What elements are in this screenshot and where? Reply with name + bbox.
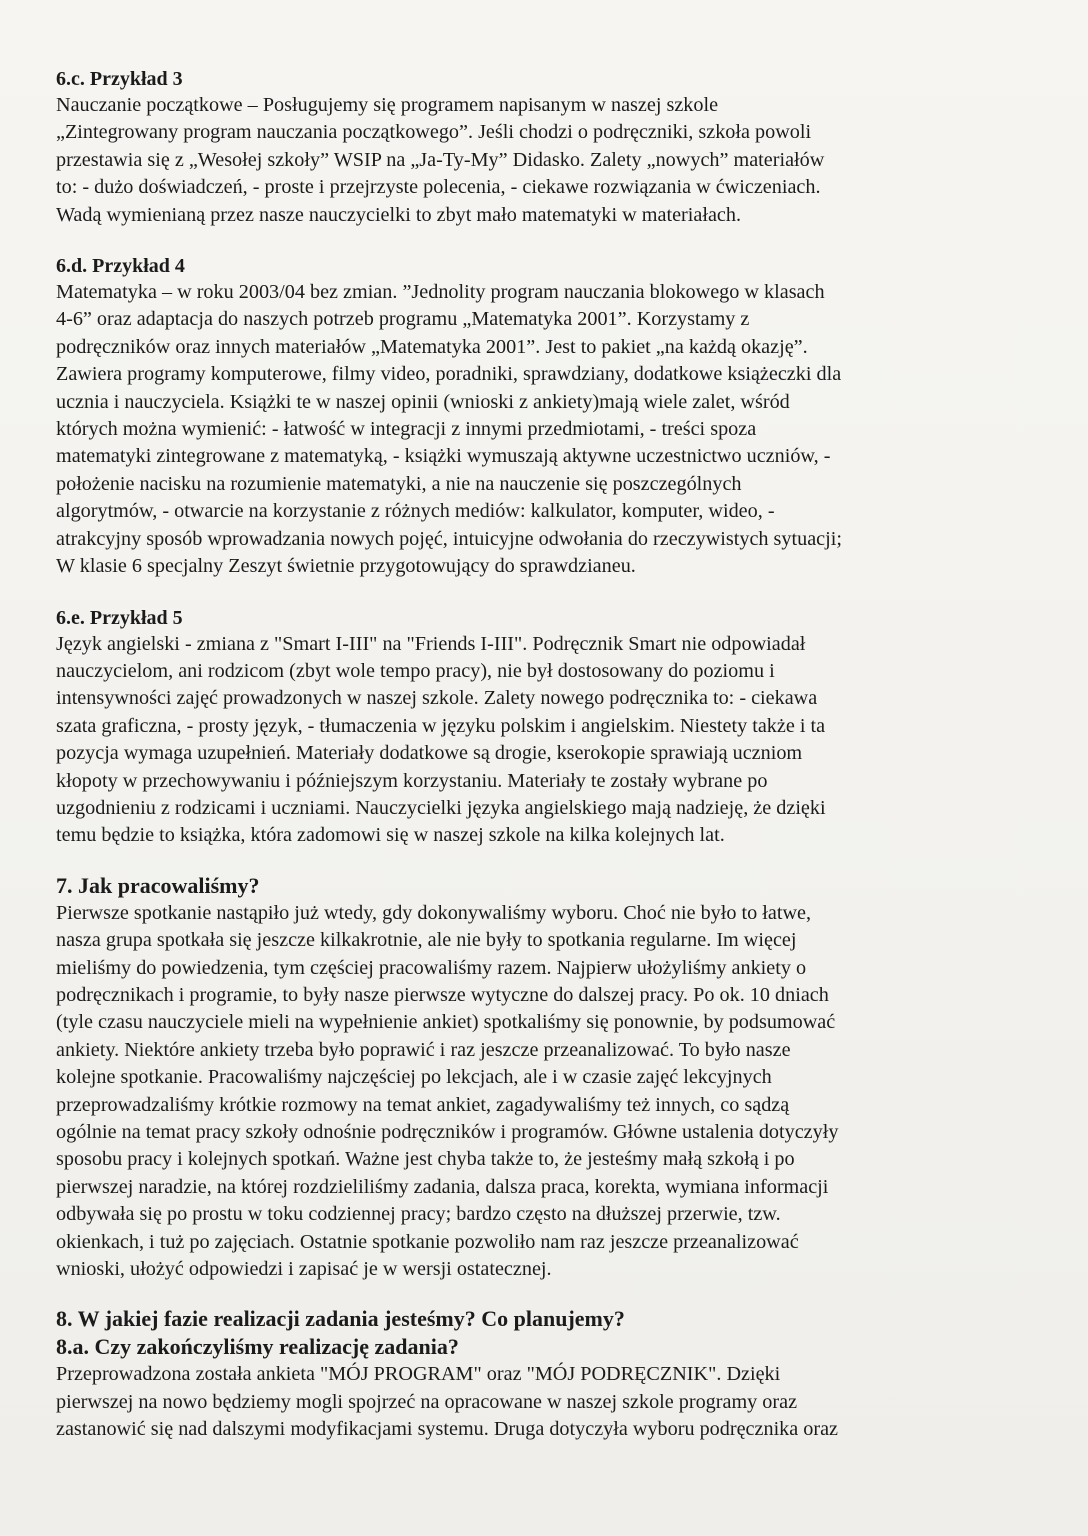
section-8 [56,1305,998,1443]
text-line: pierwszej na nowo będziemy mogli spojrzeć na opracowane w naszej szkole programy oraz [56,1390,798,1413]
text-line: których można wymienić: - łatwość w integracji z innymi przedmiotami, - treści spoza [56,418,757,441]
section-body [56,1361,998,1443]
text-line: położenie nacisku na rozumienie matematyki, a nie na nauczenie się poszczególnych [56,472,742,495]
text-line: przeprowadzaliśmy krótkie rozmowy na temat ankiet, zagadywaliśmy też innych, co sądzą [56,1093,790,1116]
text-line: podręcznikach i programie, to były nasze pierwsze wytyczne do dalszej pracy. Po ok. 10 dniach [56,983,829,1006]
text-line: nasza grupa spotkała się jeszcze kilkakrotnie, ale nie były to spotkania regularne. Im więcej [56,929,797,952]
text-line: kolejne spotkanie. Pracowaliśmy najczęściej po lekcjach, ale i w czasie zajęć lekcyjnych [56,1066,772,1089]
text-line: przestawia się z „Wesołej szkoły” WSIP na „Ja-Ty-My” Didasko. Zalety „nowych” materiałów [56,148,825,171]
text-line: Przeprowadzona została ankieta "MÓJ PROGRAM" oraz "MÓJ PODRĘCZNIK". Dzięki [56,1363,781,1386]
text-line: to: - dużo doświadczeń, - proste i przejrzyste polecenia, - ciekawe rozwiązania w ćwiczeniach. [56,176,821,199]
text-line: uzgodnieniu z rodzicami i uczniami. Nauczycielki języka angielskiego mają nadzieję, że dzięki [56,796,826,819]
text-line: W klasie 6 specjalny Zeszyt świetnie przygotowujący do sprawdzianeu. [56,555,636,578]
text-line: Matematyka – w roku 2003/04 bez zmian. ”Jednolity program nauczania blokowego w klasach [56,281,825,304]
text-line: Zawiera programy komputerowe, filmy video, poradniki, sprawdziany, dodatkowe książeczki dla [56,363,842,386]
text-line: algorytmów, - otwarcie na korzystanie z różnych mediów: kalkulator, komputer, wideo, - [56,500,775,523]
text-line: Wadą wymienianą przez nasze nauczycielki to zbyt mało matematyki w materiałach. [56,203,742,226]
text-line: temu będzie to książka, która zadomowi się w naszej szkole na kilka kolejnych lat. [56,824,725,847]
section-body [56,900,998,1284]
text-line: szata graficzna, - prosty język, - tłumaczenia w języku polskim i angielskim. Niestety także i ta [56,714,826,737]
text-line: zastanowić się nad dalszymi modyfikacjami systemu. Druga dotyczyła wyboru podręcznika oraz [56,1418,839,1441]
section-body [56,92,998,229]
section-6c [56,66,998,229]
section-heading: 8. W jakiej fazie realizacji zadania jesteśmy? Co planujemy? [56,1306,625,1332]
text-line: kłopoty w przechowywaniu i późniejszym korzystaniu. Materiały te zostały wybrane po [56,769,768,792]
text-line: sposobu pracy i kolejnych spotkań. Ważne jest chyba także to, że jesteśmy małą szkołą i po [56,1148,795,1171]
text-line: intensywności zajęć prowadzonych w naszej szkole. Zalety nowego podręcznika to: - ciekawa [56,687,818,710]
text-line: ankiety. Niektóre ankiety trzeba było poprawić i raz jeszcze przeanalizować. To było nasze [56,1038,791,1061]
text-line: „Zintegrowany program nauczania początkowego”. Jeśli chodzi o podręczniki, szkoła powoli [56,121,812,144]
text-line: ogólnie na temat pracy szkoły odnośnie podręczników i programów. Główne ustalenia dotyczyły [56,1121,839,1143]
text-line: matematyki zintegrowane z matematyką, - książki wymuszają aktywne uczestnictwo uczniów, - [56,445,831,468]
section-heading: 7. Jak pracowaliśmy? [56,872,260,898]
text-line: wnioski, ułożyć odpowiedzi i zapisać je w wersji ostatecznej. [56,1258,552,1281]
section-heading: 6.c. Przykład 3 [56,68,183,90]
section-6d [56,253,998,580]
text-line: pozycja wymaga uzupełnień. Materiały dodatkowe są drogie, kserokopie sprawiają uczniom [56,742,803,765]
section-body [56,631,998,850]
text-line: Nauczanie początkowe – Posługujemy się programem napisanym w naszej szkole [56,94,719,116]
section-heading: 6.d. Przykład 4 [56,255,185,278]
text-line: okienkach, i tuż po zajęciach. Ostatnie spotkanie pozwoliło nam raz jeszcze przeanalizować [56,1230,799,1253]
section-subheading: 8.a. Czy zakończyliśmy realizację zadania? [56,1334,459,1360]
text-line: mieliśmy do powiedzenia, tym częściej pracowaliśmy razem. Najpierw ułożyliśmy ankiety o [56,956,807,979]
text-line: Pierwsze spotkanie nastąpiło już wtedy, gdy dokonywaliśmy wyboru. Choć nie było to łatwe, [56,901,812,924]
section-7 [56,872,998,1284]
text-line: podręczników oraz innych materiałów „Matematyka 2001”. Jest to pakiet „na każdą okazję”. [56,335,808,358]
text-line: Język angielski - zmiana z "Smart I-III" na "Friends I-III". Podręcznik Smart nie odpowiadał [56,632,806,655]
text-line: odbywała się po prostu w toku codziennej pracy; bardzo często na dłuższej przerwie, tzw. [56,1203,781,1226]
section-heading: 6.e. Przykład 5 [56,606,183,629]
text-line: pierwszej naradzie, na której rozdzieliliśmy zadania, dalsza praca, korekta, wymiana informacji [56,1175,829,1198]
text-line: ucznia i nauczyciela. Książki te w naszej opinii (wnioski z ankiety)mają wiele zalet, wśród [56,390,790,413]
text-line: nauczycielom, ani rodzicom (zbyt wole tempo pracy), nie był dostosowany do poziomu i [56,659,775,682]
section-6e [56,605,998,850]
text-line: atrakcyjny sposób wprowadzania nowych pojęć, intuicyjne odwołania do rzeczywistych sytuacji; [56,527,842,550]
section-body [56,279,998,580]
text-line: (tyle czasu nauczyciele mieli na wypełnienie ankiet) spotkaliśmy się ponownie, by podsumować [56,1011,836,1034]
text-line: 4-6” oraz adaptacja do naszych potrzeb programu „Matematyka 2001”. Korzystamy z [56,308,750,331]
